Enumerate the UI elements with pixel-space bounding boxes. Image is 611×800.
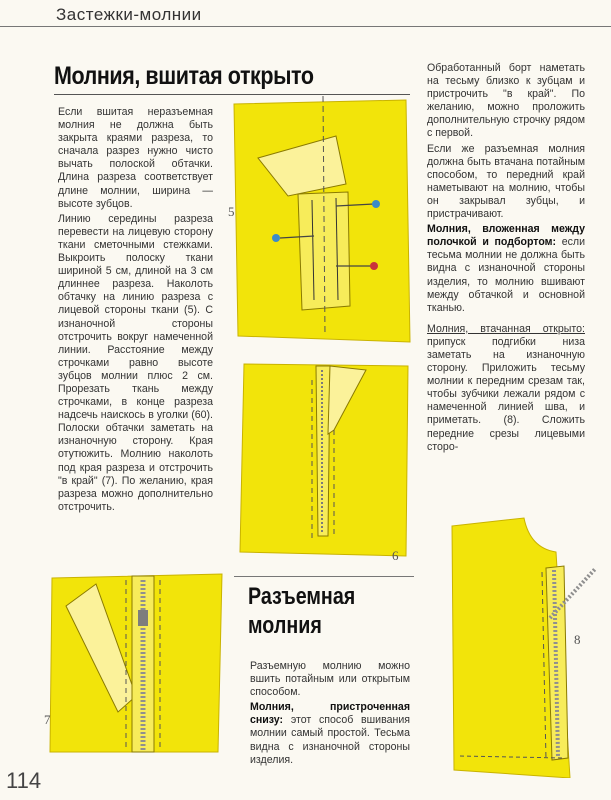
right-paragraph-4 bbox=[427, 323, 585, 454]
section-title-line-1: Разъемная bbox=[248, 583, 356, 610]
figure-8-illustration bbox=[446, 508, 610, 778]
section-title-open-zipper: Молния, вшитая открыто bbox=[54, 62, 314, 90]
bottom-paragraph-2-text: этот способ вшивания молнии самый простой. Тесьма видна с изнаночной стороны изделия. bbox=[250, 714, 410, 766]
figure-7-illustration bbox=[46, 566, 226, 756]
right-paragraph-1: Обработанный борт наметать на тесьму близко к зубцам и пристрочить "в край". По желанию, можно проложить дополнительную строчку рядом с первой. bbox=[427, 62, 585, 140]
header-title: Застежки-молнии bbox=[56, 5, 202, 24]
figure-7-number: 7 bbox=[44, 712, 51, 727]
right-paragraph-3-text: если тесьма молнии не должна быть видна с изнаночной стороны изделия, то молнию вшивают между обтачкой и основной тканью. bbox=[427, 236, 585, 314]
bottom-text-column bbox=[250, 660, 410, 769]
right-paragraph-4-text: припуск подгибки низа заметать на изнаночную сторону. Приложить тесьму молнии к передним срезам так, чтобы зубчики лежали рядом с намеченной линией шва, и приметать. (8). Сложить передние срезы лицевыми сторо- bbox=[427, 335, 585, 453]
left-paragraph-1: Если вшитая неразъемная молния не должна быть закрыта краями разреза, то сначала разрез нужно чисто вычать полоской обтачки. Длина разреза соответствует длине молнии, ширина — высоте зубцов. bbox=[58, 106, 213, 210]
section-title-rule bbox=[54, 94, 410, 95]
right-paragraph-3-lead: Молния, вложенная между полочкой и подбортом: bbox=[427, 223, 585, 249]
figure-5-number: 5 bbox=[228, 204, 235, 219]
header-rule bbox=[0, 26, 611, 27]
right-paragraph-4-lead: Молния, втачанная открыто: bbox=[427, 322, 585, 335]
figure-8-number: 8 bbox=[574, 632, 581, 647]
figure-5-illustration bbox=[228, 96, 412, 346]
figure-6-illustration bbox=[236, 360, 412, 560]
left-text-column bbox=[58, 106, 213, 516]
section-title-separating-zipper bbox=[248, 582, 355, 640]
right-paragraph-2: Если же разъемная молния должна быть втачана потайным способом, то передний край наметывают на молнию, чтобы он закрывал зубцы, и пристрачивают. bbox=[427, 142, 585, 221]
bottom-paragraph-2-lead: Молния, пристроченная снизу: bbox=[250, 701, 410, 727]
page-header bbox=[0, 0, 611, 30]
bottom-paragraph-2 bbox=[250, 701, 410, 766]
right-text-column bbox=[427, 62, 585, 456]
section-2-rule bbox=[234, 576, 414, 577]
figure-6-number: 6 bbox=[392, 548, 399, 563]
left-paragraph-2: Линию середины разреза перевести на лицевую сторону ткани сметочными стежками. Выкроить полоску ткани шириной 5 см, длиной на 3 см длиннее разреза. Наколоть обтачку на линию разреза с лицевой стороны ткани (5). С изнаночной стороны отстрочить вокруг намеченной линии. Расстояние между строчками равно высоте зубцов молнии плюс 2 см. Прорезать ткань между строчками, в конце разреза надсечь наискось в уголки (60). Полоски обтачки заметать на изнаночную сторону. Края отутюжить. Молнию наколоть под края разреза и отстрочить "в край" (7). По желанию, края разреза можно дополнительно отстрочить. bbox=[58, 212, 213, 513]
section-title-line-2: молния bbox=[248, 612, 322, 639]
page-number: 114 bbox=[6, 768, 42, 793]
bottom-paragraph-1: Разъемную молнию можно вшить потайным или открытым способом. bbox=[250, 660, 410, 699]
right-paragraph-3 bbox=[427, 223, 585, 315]
